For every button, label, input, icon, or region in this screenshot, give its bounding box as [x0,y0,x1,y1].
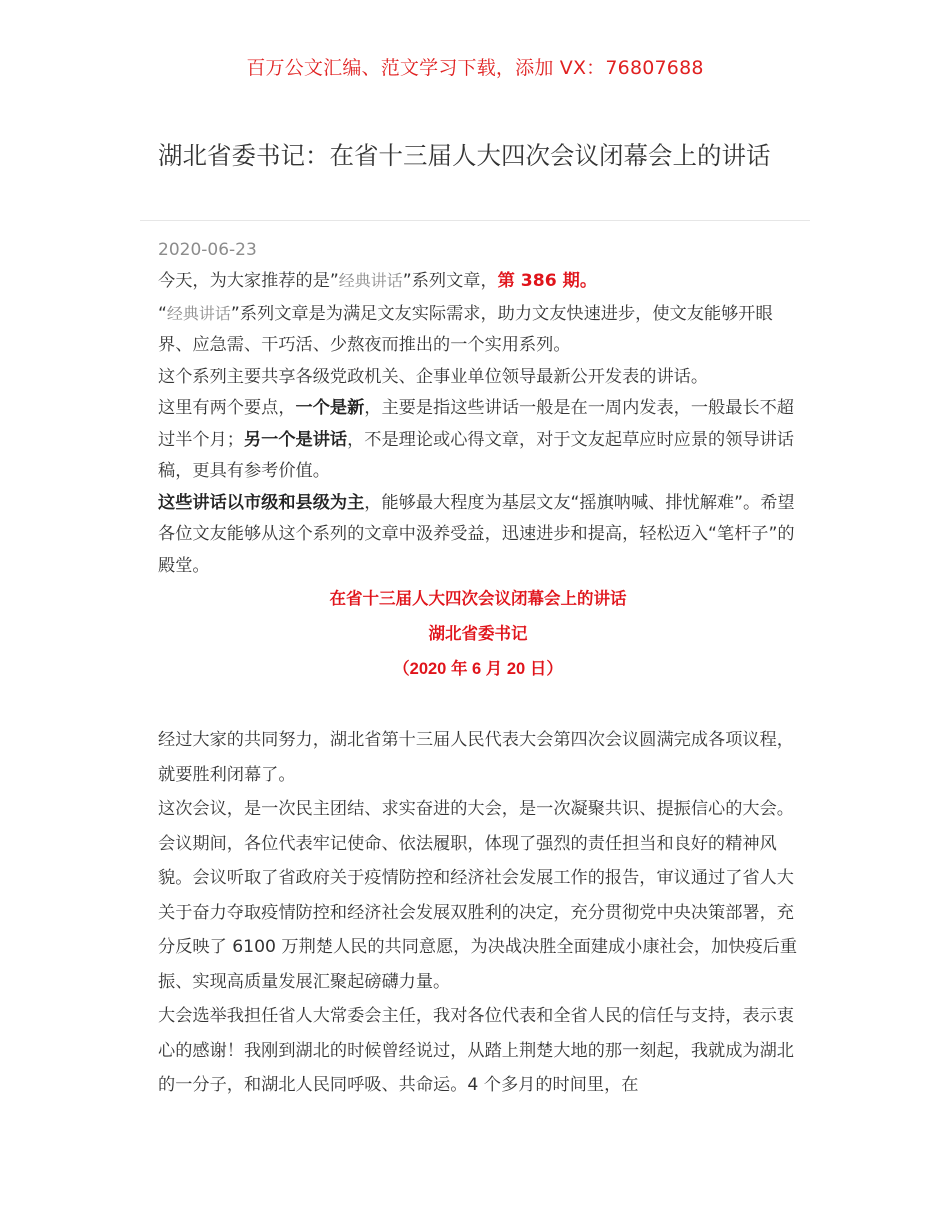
promo-banner: 百万公文汇编、范文学习下载，添加 VX：76807688 [246,57,704,79]
intro-text: ，主要是指这些讲话一般是在一周内发表，一般最长不超过半个月； [158,398,794,450]
key-point-speech: 另一个是讲话 [243,429,348,450]
key-point-level: 这些讲话以市级和县级为主 [158,492,365,513]
spacer [158,687,798,723]
intro-text: ，能够最大程度为基层文友“摇旗呐喊、排忧解难”。希望各位文友能够从这个系列的文章中汲养受益，迅速进步和提高，轻松迈入“笔杆子”的殿堂。 [158,492,795,576]
key-point-new: 一个是新 [295,398,365,418]
publish-date: 2020-06-23 [158,240,257,260]
intro-paragraph-4 [158,393,798,488]
title-divider [140,220,810,221]
intro-paragraph-2 [158,298,798,362]
article-title: 湖北省委书记：在省十三届人大四次会议闭幕会上的讲话 [158,141,771,170]
intro-text: 这里有两个要点， [158,398,296,418]
speech-speaker: 湖北省委书记 [428,625,528,643]
speech-paragraph: 这次会议，是一次民主团结、求实奋进的大会，是一次凝聚共识、提振信心的大会。会议期间，各位代表牢记使命、依法履职，体现了强烈的责任担当和良好的精神风貌。会议听取了省政府关于疫情防控和经济社会发展工作的报告，审议通过了省人大关于奋力夺取疫情防控和经济社会发展双胜利的决定，充分贯彻党中央决策部署，充分反映了 6100 万荆楚人民的共同意愿，为决战决胜全面建成小康社会，加快疫后重振、实现高质量发展汇聚起磅礴力量。 [158,799,798,992]
article-content [158,265,798,1103]
series-name: 经典讲话 [166,303,231,323]
intro-text: ”系列文章是为满足文友实际需求，助力文友快速进步，使文友能够开眼界、应急需、干巧活、少熬夜而推出的一个实用系列。 [158,303,773,355]
speech-date: （2020 年 6 月 20 日） [393,660,563,678]
intro-paragraph-1 [158,265,798,298]
issue-number: 第 386 期。 [497,271,598,291]
speech-title: 在省十三届人大四次会议闭幕会上的讲话 [329,590,627,608]
intro-text: ，不是理论或心得文章，对于文友起草应时应景的领导讲话稿，更具有参考价值。 [158,429,794,481]
speech-paragraph: 经过大家的共同努力，湖北省第十三届人民代表大会第四次会议圆满完成各项议程，就要胜利闭幕了。 [158,730,794,785]
series-name: 经典讲话 [338,271,403,290]
speech-paragraph: 大会选举我担任省人大常委会主任，我对各位代表和全省人民的信任与支持，表示衷心的感谢！我刚到湖北的时候曾经说过，从踏上荆楚大地的那一刻起，我就成为湖北的一分子，和湖北人民同呼吸、共命运。4 个多月的时间里，在 [158,1006,794,1095]
intro-text: “ [158,303,167,324]
intro-paragraph-3: 这个系列主要共享各级党政机关、企事业单位领导最新公开发表的讲话。 [158,366,709,387]
intro-text: 今天，为大家推荐的是” [158,271,339,291]
intro-paragraph-5 [158,488,798,583]
intro-text: ”系列文章， [402,271,498,291]
